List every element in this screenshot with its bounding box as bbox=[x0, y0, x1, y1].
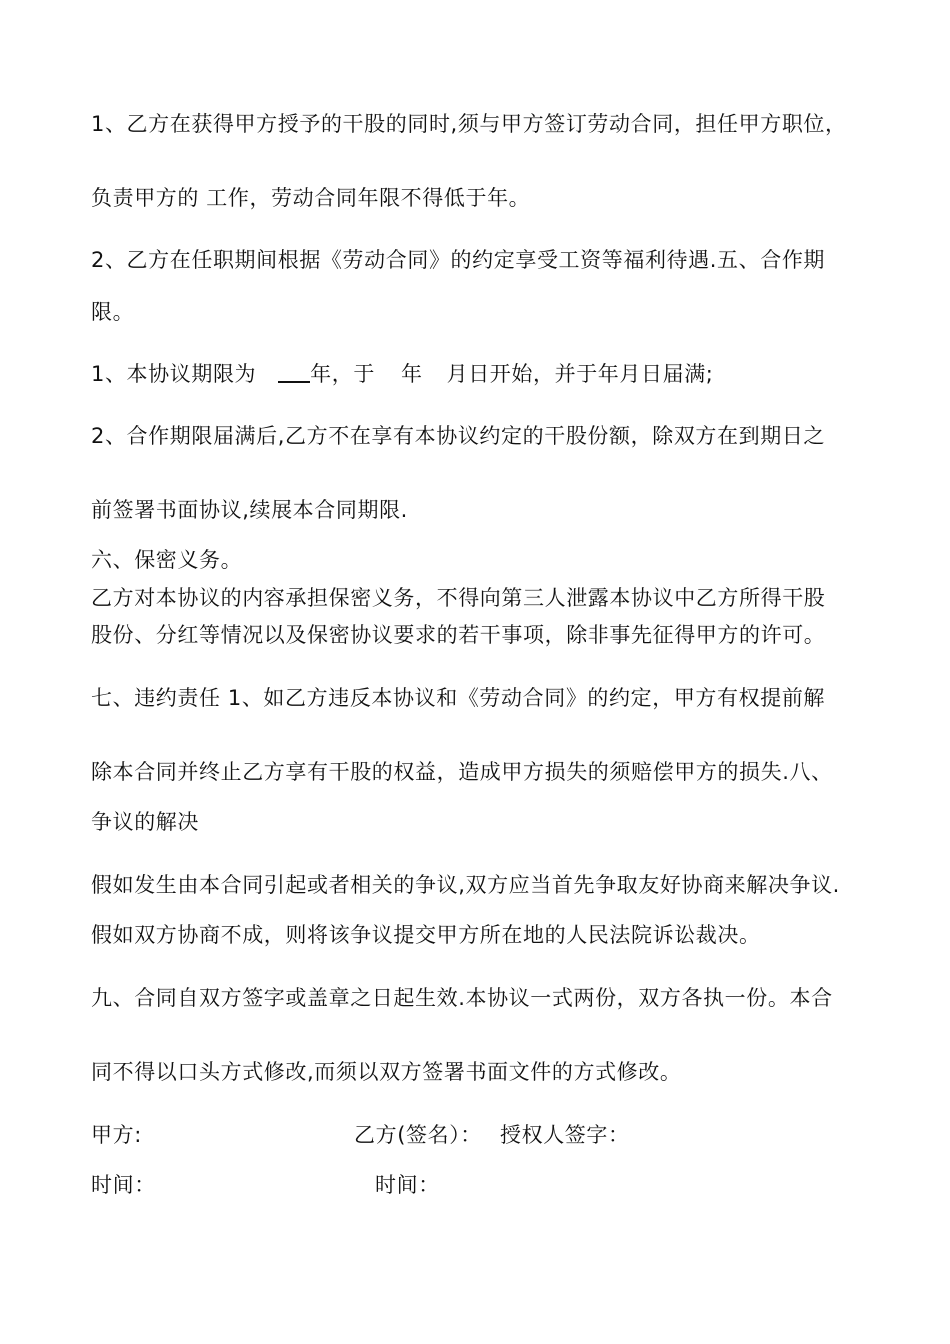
clause-2-line-2: 限。 bbox=[91, 300, 135, 324]
section-6-line-2: 股份、分红等情况以及保密协议要求的若干事项，除非事先征得甲方的许可。 bbox=[91, 623, 826, 647]
party-a-signature-label: 甲方: bbox=[91, 1123, 142, 1147]
authorized-signature-label: 授权人签字： bbox=[500, 1123, 630, 1147]
term-year-text: 年 bbox=[400, 362, 423, 386]
section-6-title: 六、保密义务。 bbox=[91, 548, 243, 572]
term-years-text: 年，于 bbox=[310, 362, 375, 386]
clause-1-line-2: 负责甲方的 工作，劳动合同年限不得低于年。 bbox=[91, 186, 531, 210]
section-7-line-3: 争议的解决 bbox=[91, 810, 199, 834]
term-clause-line bbox=[91, 360, 713, 388]
clause-1-line-1: 1、乙方在获得甲方授予的干股的同时,须与甲方签订劳动合同，担任甲方职位， bbox=[91, 112, 847, 136]
expiry-clause-line-1: 2、合作期限届满后,乙方不在享有本协议约定的干股份额，除双方在到期日之 bbox=[91, 424, 826, 448]
years-blank bbox=[278, 361, 310, 383]
party-b-time-label: 时间： bbox=[375, 1173, 440, 1197]
section-7-line-2: 除本合同并终止乙方享有干股的权益，造成甲方损失的须赔偿甲方的损失.八、 bbox=[91, 760, 833, 784]
section-7-line-1: 七、违约责任 1、如乙方违反本协议和《劳动合同》的约定，甲方有权提前解 bbox=[91, 686, 826, 710]
party-b-signature-label: 乙方(签名）： bbox=[354, 1123, 482, 1147]
clause-2-line-1: 2、乙方在任职期间根据《劳动合同》的约定享受工资等福利待遇.五、合作期 bbox=[91, 248, 826, 272]
section-6-line-1: 乙方对本协议的内容承担保密义务，不得向第三人泄露本协议中乙方所得干股 bbox=[91, 586, 826, 610]
section-9-line-1: 九、合同自双方签字或盖章之日起生效.本协议一式两份，双方各执一份。本合 bbox=[91, 986, 833, 1010]
expiry-clause-line-2: 前签署书面协议,续展本合同期限. bbox=[91, 498, 408, 522]
section-8-line-2: 假如双方协商不成，则将该争议提交甲方所在地的人民法院诉讼裁决。 bbox=[91, 923, 761, 947]
party-a-time-label: 时间： bbox=[91, 1173, 156, 1197]
term-label: 1、本协议期限为 bbox=[91, 362, 257, 386]
section-8-line-1: 假如发生由本合同引起或者相关的争议,双方应当首先争取友好协商来解决争议. bbox=[91, 873, 840, 897]
section-9-line-2: 同不得以口头方式修改,而须以双方签署书面文件的方式修改。 bbox=[91, 1060, 682, 1084]
term-dates-text: 月日开始，并于年月日届满; bbox=[446, 362, 714, 386]
